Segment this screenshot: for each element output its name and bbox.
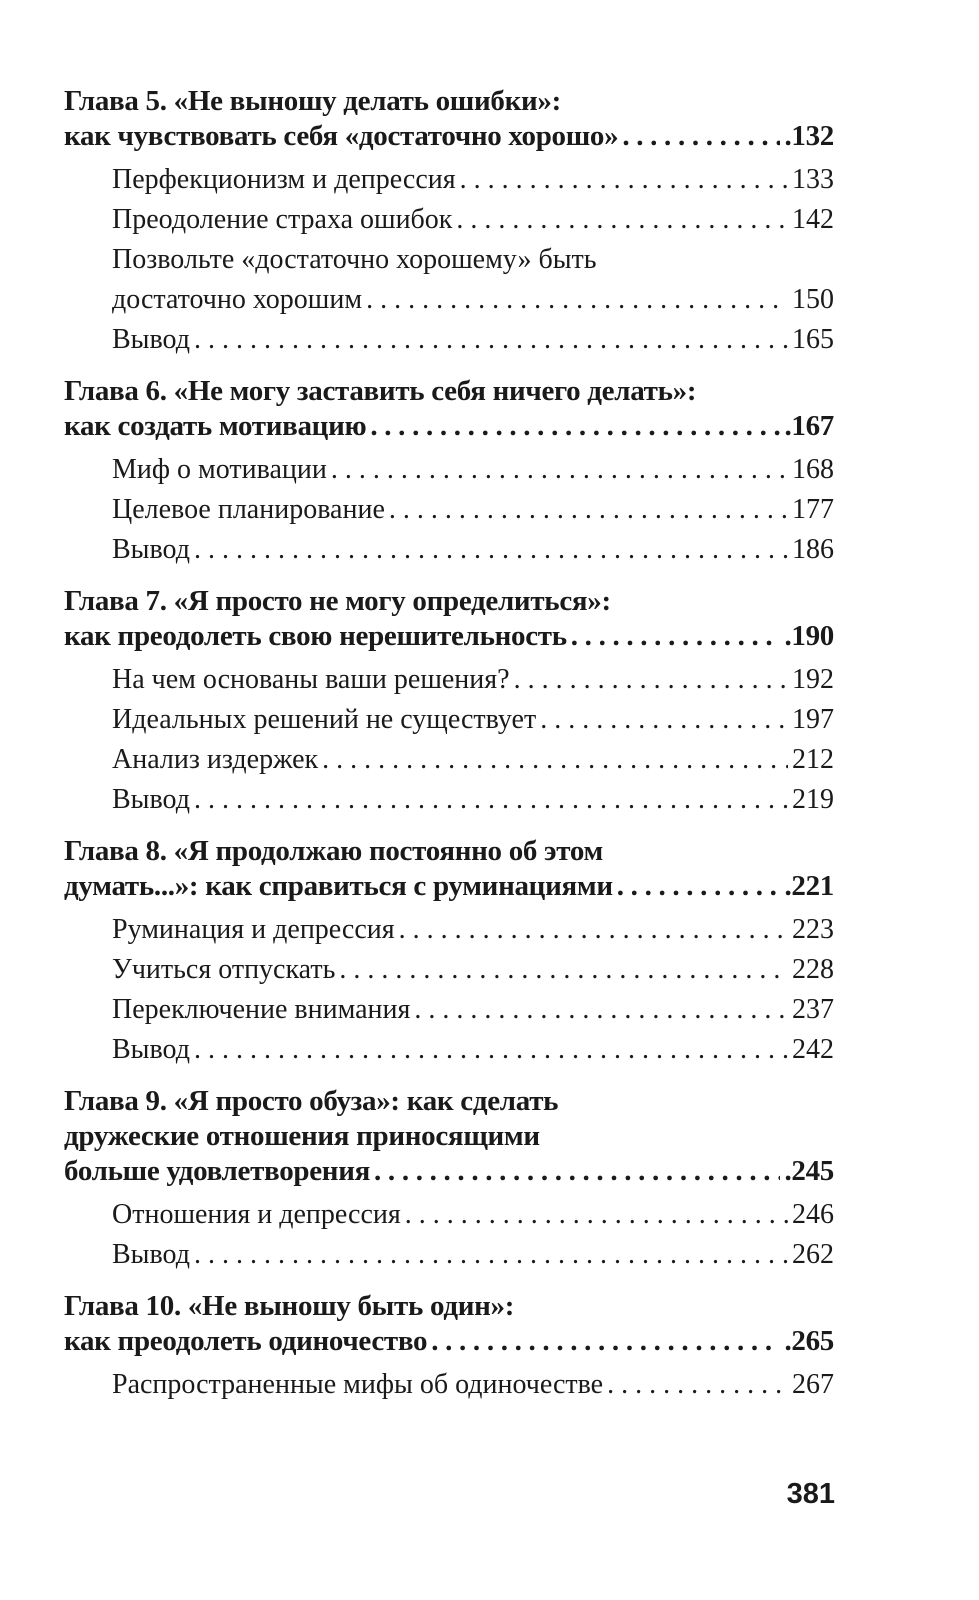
dot-leader [622,119,780,154]
toc-section[interactable] [112,660,834,700]
dot-leader [374,1154,780,1189]
section-page-number: 212 [792,744,834,775]
chapter-title-line: думать...»: как справиться с руминациями [64,870,613,902]
section-list [112,660,834,820]
dot-leader [370,409,780,444]
chapter-title-line: Глава 10. «Не выношу быть один»: [64,1290,515,1322]
section-list [112,1365,834,1405]
dot-leader [339,950,788,990]
toc-section[interactable] [112,1195,834,1235]
section-title: Руминация и депрессия [112,914,395,945]
chapter-title-line: Глава 9. «Я просто обуза»: как сделать [64,1085,559,1117]
dot-leader [460,160,788,200]
toc-section[interactable] [112,160,834,200]
toc-section[interactable] [112,700,834,740]
dot-leader [607,1365,788,1405]
chapter-page-number: .265 [784,1325,834,1357]
chapter-title [64,374,834,444]
chapter-entry-line[interactable] [64,619,834,654]
chapter-title-line: дружеские отношения приносящими [64,1120,540,1152]
section-title: Миф о мотивации [112,454,327,485]
chapter-title-line: как чувствовать себя «достаточно хорошо» [64,120,619,152]
section-list [112,910,834,1070]
chapter-entry-line[interactable] [64,409,834,444]
dot-leader [194,530,788,570]
chapter-entry-line[interactable] [64,119,834,154]
dot-leader [431,1324,780,1359]
chapter-entry-line[interactable] [64,869,834,904]
toc-section[interactable] [112,490,834,530]
chapter-title-line: Глава 8. «Я продолжаю постоянно об этом [64,835,603,867]
section-page-number: 228 [792,954,834,985]
section-page-number: 246 [792,1199,834,1230]
section-title: Анализ издержек [112,744,319,775]
section-page-number: 197 [792,704,834,735]
toc-section[interactable] [112,450,834,490]
chapter-entry-line[interactable] [64,1154,834,1189]
section-title: Преодоление страха ошибок [112,204,453,235]
dot-leader [331,450,788,490]
dot-leader [456,200,788,240]
toc-section[interactable] [112,1030,834,1070]
section-page-number: 192 [792,664,834,695]
toc-section[interactable] [112,240,834,320]
toc-chapter [64,1084,834,1275]
dot-leader [540,700,788,740]
section-title: Переключение внимания [112,994,411,1025]
chapter-title [64,1289,834,1359]
section-title: Отношения и депрессия [112,1199,401,1230]
chapter-title-line: Глава 7. «Я просто не могу определиться»: [64,585,611,617]
section-list [112,160,834,360]
table-of-contents [64,84,834,1419]
section-title: Перфекционизм и депрессия [112,164,456,195]
chapter-title-line: как преодолеть свою нерешительность [64,620,567,652]
section-page-number: 177 [792,494,834,525]
section-title: Идеальных решений не существует [112,704,537,735]
dot-leader [194,320,788,360]
chapter-page-number: .221 [784,870,834,902]
section-page-number: 219 [792,784,834,815]
chapter-page-number: .190 [784,620,834,652]
chapter-entry-line[interactable] [64,1324,834,1359]
dot-leader [514,660,788,700]
toc-chapter [64,374,834,570]
chapter-title-line: как преодолеть одиночество [64,1325,428,1357]
section-page-number: 168 [792,454,834,485]
section-title-line: Позвольте «достаточно хорошему» быть [112,244,597,275]
dot-leader [617,869,781,904]
toc-section[interactable] [112,1365,834,1405]
section-title: Вывод [112,784,190,815]
dot-leader [322,740,788,780]
toc-chapter [64,584,834,820]
toc-section[interactable] [112,780,834,820]
section-title: достаточно хорошим [112,284,363,315]
section-page-number: 242 [792,1034,834,1065]
section-page-number: 237 [792,994,834,1025]
dot-leader [571,619,781,654]
section-page-number: 267 [792,1369,834,1400]
chapter-page-number: .245 [784,1155,834,1187]
toc-section[interactable] [112,740,834,780]
chapter-title-line: как создать мотивацию [64,410,367,442]
section-title: Учиться отпускать [112,954,336,985]
section-title: Вывод [112,1239,190,1270]
section-title: Вывод [112,324,190,355]
page-number-footer: 381 [786,1478,835,1510]
chapter-title-line: больше удовлетворения [64,1155,371,1187]
toc-chapter [64,834,834,1070]
section-page-number: 262 [792,1239,834,1270]
chapter-title [64,1084,834,1189]
dot-leader [366,280,788,320]
section-title: Распространенные мифы об одиночестве [112,1369,604,1400]
section-page-number: 165 [792,324,834,355]
section-title: На чем основаны ваши решения? [112,664,510,695]
section-page-number: 142 [792,204,834,235]
section-page-number: 186 [792,534,834,565]
toc-section[interactable] [112,200,834,240]
dot-leader [194,780,788,820]
dot-leader [399,910,788,950]
chapter-title [64,584,834,654]
chapter-page-number: .132 [784,120,834,152]
toc-chapter [64,84,834,360]
dot-leader [414,990,788,1030]
section-page-number: 133 [792,164,834,195]
dot-leader [194,1030,788,1070]
toc-section[interactable] [112,1235,834,1275]
chapter-title-line: Глава 6. «Не могу заставить себя ничего делать»: [64,375,697,407]
section-page-number: 150 [792,284,834,315]
toc-section[interactable] [112,990,834,1030]
toc-section[interactable] [112,910,834,950]
section-title: Целевое планирование [112,494,385,525]
section-title: Вывод [112,1034,190,1065]
toc-section[interactable] [112,320,834,360]
chapter-page-number: .167 [784,410,834,442]
section-list [112,1195,834,1275]
section-title: Вывод [112,534,190,565]
dot-leader [405,1195,788,1235]
dot-leader [389,490,788,530]
chapter-title [64,84,834,154]
section-page-number: 223 [792,914,834,945]
section-list [112,450,834,570]
toc-section[interactable] [112,950,834,990]
toc-chapter [64,1289,834,1405]
dot-leader [194,1235,788,1275]
toc-section[interactable] [112,530,834,570]
chapter-title-line: Глава 5. «Не выношу делать ошибки»: [64,85,561,117]
chapter-title [64,834,834,904]
